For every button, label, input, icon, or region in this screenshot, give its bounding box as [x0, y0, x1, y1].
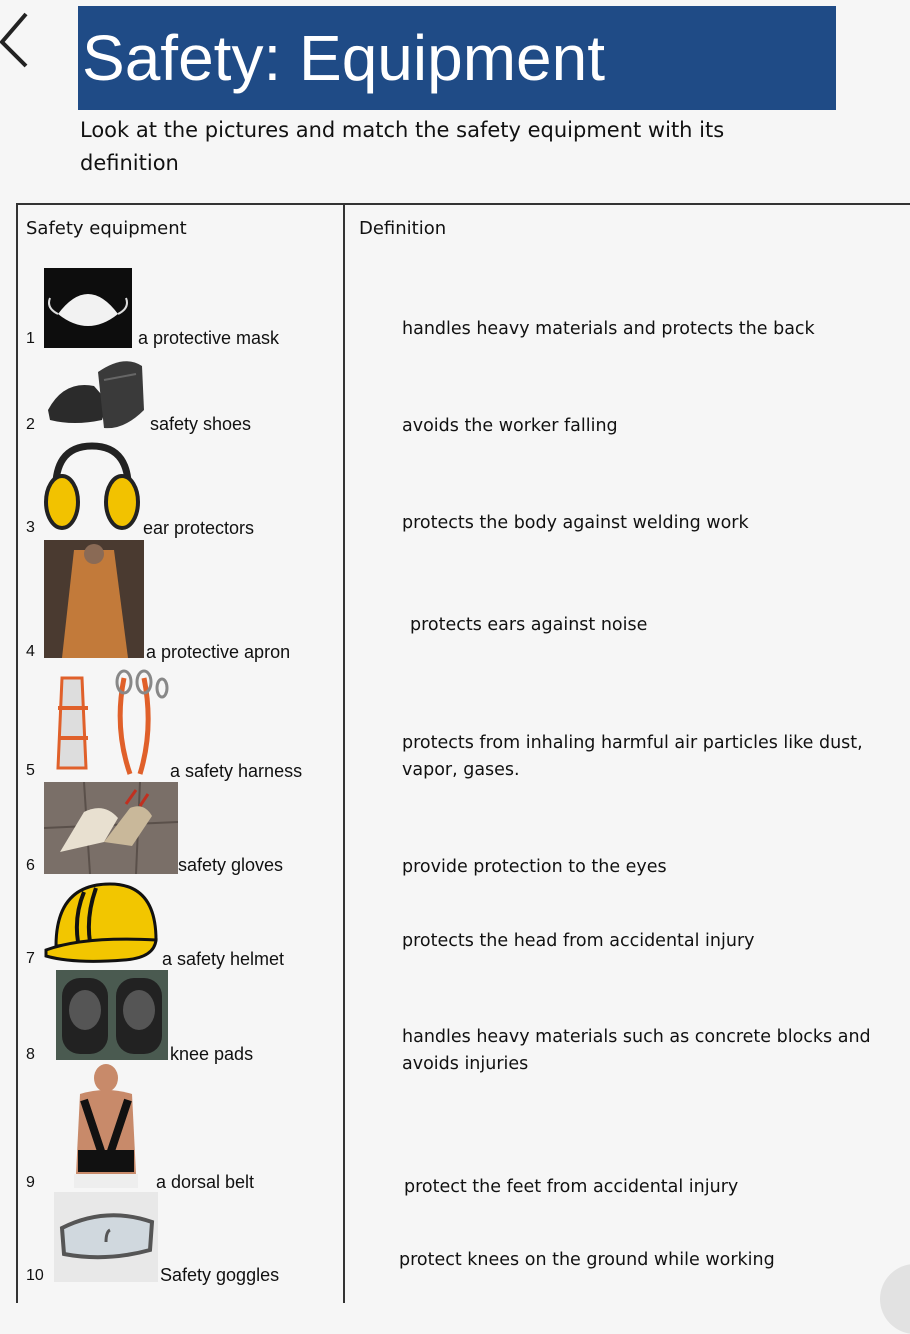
instructions: Look at the pictures and match the safety equipment with its definition: [80, 118, 725, 175]
item-number: 2: [26, 416, 35, 433]
dorsal-belt-icon: [60, 1064, 152, 1188]
equipment-label: a safety harness: [170, 761, 303, 781]
ear-protector-icon: [42, 440, 142, 532]
page-title: Safety: Equipment: [78, 6, 836, 110]
equipment-label: safety shoes: [150, 414, 252, 434]
apron-icon: [44, 540, 144, 658]
item-number: 4: [26, 643, 35, 660]
column-divider: [343, 203, 345, 1303]
equipment-column-header: Safety equipment: [26, 218, 187, 239]
item-number: 7: [26, 950, 35, 967]
equipment-label: a protective mask: [138, 328, 280, 348]
equipment-label: Safety goggles: [160, 1265, 280, 1285]
item-number: 5: [26, 762, 35, 779]
definition-text: handles heavy materials such as concrete blocks and avoids injuries: [402, 1027, 871, 1074]
definition-text: protects the body against welding work: [402, 513, 749, 533]
knee-pads-icon: [56, 970, 168, 1060]
harness-icon: [44, 668, 170, 780]
item-number: 8: [26, 1046, 35, 1063]
gloves-icon: [44, 782, 178, 874]
goggles-icon: [54, 1192, 158, 1282]
definition-text: protect knees on the ground while working: [399, 1250, 775, 1270]
definition-text: protects ears against noise: [410, 615, 648, 635]
equipment-label: knee pads: [170, 1044, 254, 1064]
item-number: 3: [26, 519, 35, 536]
equipment-label: ear protectors: [143, 518, 255, 538]
definition-text: avoids the worker falling: [402, 416, 618, 436]
item-number: 1: [26, 330, 35, 347]
definition-text: provide protection to the eyes: [402, 857, 667, 877]
equipment-label: a dorsal belt: [156, 1172, 255, 1192]
shoe-icon: [44, 350, 146, 434]
item-number: 6: [26, 857, 35, 874]
mask-icon: [44, 268, 132, 348]
helmet-icon: [44, 876, 160, 968]
definition-text: protects the head from accidental injury: [402, 931, 755, 951]
item-number: 9: [26, 1174, 35, 1191]
definition-text: handles heavy materials and protects the back: [402, 319, 815, 339]
definition-text: protect the feet from accidental injury: [404, 1177, 739, 1197]
equipment-label: safety gloves: [178, 855, 284, 875]
definition-text: protects from inhaling harmful air particles like dust, vapor, gases.: [402, 733, 863, 780]
equipment-label: a safety helmet: [162, 949, 285, 969]
equipment-label: a protective apron: [146, 642, 291, 662]
back-arrow-icon[interactable]: [0, 8, 40, 68]
definition-column-header: Definition: [359, 218, 447, 239]
item-number: 10: [26, 1267, 44, 1284]
